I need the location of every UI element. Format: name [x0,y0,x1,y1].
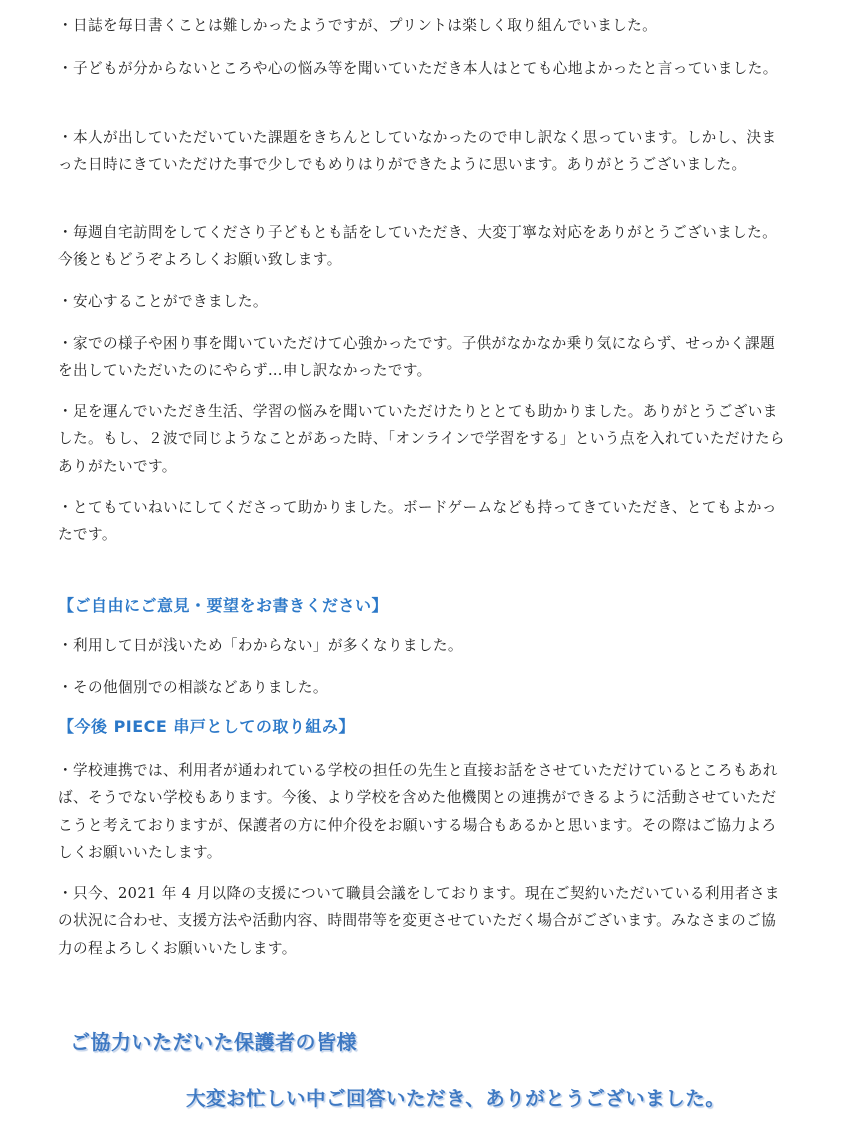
feedback-item: ・毎週自宅訪問をしてくださり子どもとも話をしていただき、大変丁寧な対応をありがとうございました。今後ともどうぞよろしくお願い致します。 [58,224,778,269]
feedback-item: ・とてもていねいにしてくださって助かりました。ボードゲームなども持ってきていただき、とてもよかったです。 [58,499,777,544]
feedback-item: ・日誌を毎日書くことは難しかったようですが、プリントは楽しく取り組んでいました。 [58,17,658,34]
opinion-item: ・利用して日が浅いため「わからない」が多くなりました。 [58,637,463,654]
initiative-item: ・学校連携では、利用者が通われている学校の担任の先生と直接お話をさせていただけているところもあれば、そうでない学校もあります。今後、より学校を含めた他機関との連携ができるように活動させていただこうと考えておりますが、保護者の方に仲介役をお願いする場合もあるかと思います。その際はご協力よろしくお願いいたします。 [58,762,778,862]
initiative-item: ・只今、2021 年 4 月以降の支援について職員会議をしております。現在ご契約いただいている利用者さまの状況に合わせ、支援方法や活動内容、時間帯等を変更させていただく場合がございます。みなさまのご協力の程よろしくお願いいたします。 [58,885,780,957]
opinions-heading: 【ご自由にご意見・要望をお書きください】 [58,596,389,615]
closing-thanks: 大変お忙しい中ご回答いただき、ありがとうございました。 [186,1087,726,1110]
opinion-item: ・その他個別での相談などありました。 [58,679,328,696]
feedback-item: ・家での様子や困り事を聞いていただけて心強かったです。子供がなかなか乗り気にならず、せっかく課題を出していただいたのにやらず…申し訳なかったです。 [58,335,776,380]
feedback-item: ・安心することができました。 [58,293,268,310]
initiatives-heading: 【今後 PIECE 串戸としての取り組み】 [58,717,355,736]
feedback-item: ・足を運んでいただき生活、学習の悩みを聞いていただけたりととても助かりました。ありがとうございました。もし、２波で同じようなことがあった時、「オンラインで学習をする」という点を入れていただけたらありがたいです。 [58,403,785,475]
feedback-item: ・子どもが分からないところや心の悩み等を聞いていただき本人はとても心地よかったと言っていました。 [58,60,778,77]
closing-greeting: ご協力いただいた保護者の皆様 [70,1030,357,1054]
feedback-item: ・本人が出していただいていた課題をきちんとしていなかったので申し訳なく思っています。しかし、決まった日時にきていただけた事で少しでもめりはりができたように思います。ありがとうございました。 [58,129,777,174]
